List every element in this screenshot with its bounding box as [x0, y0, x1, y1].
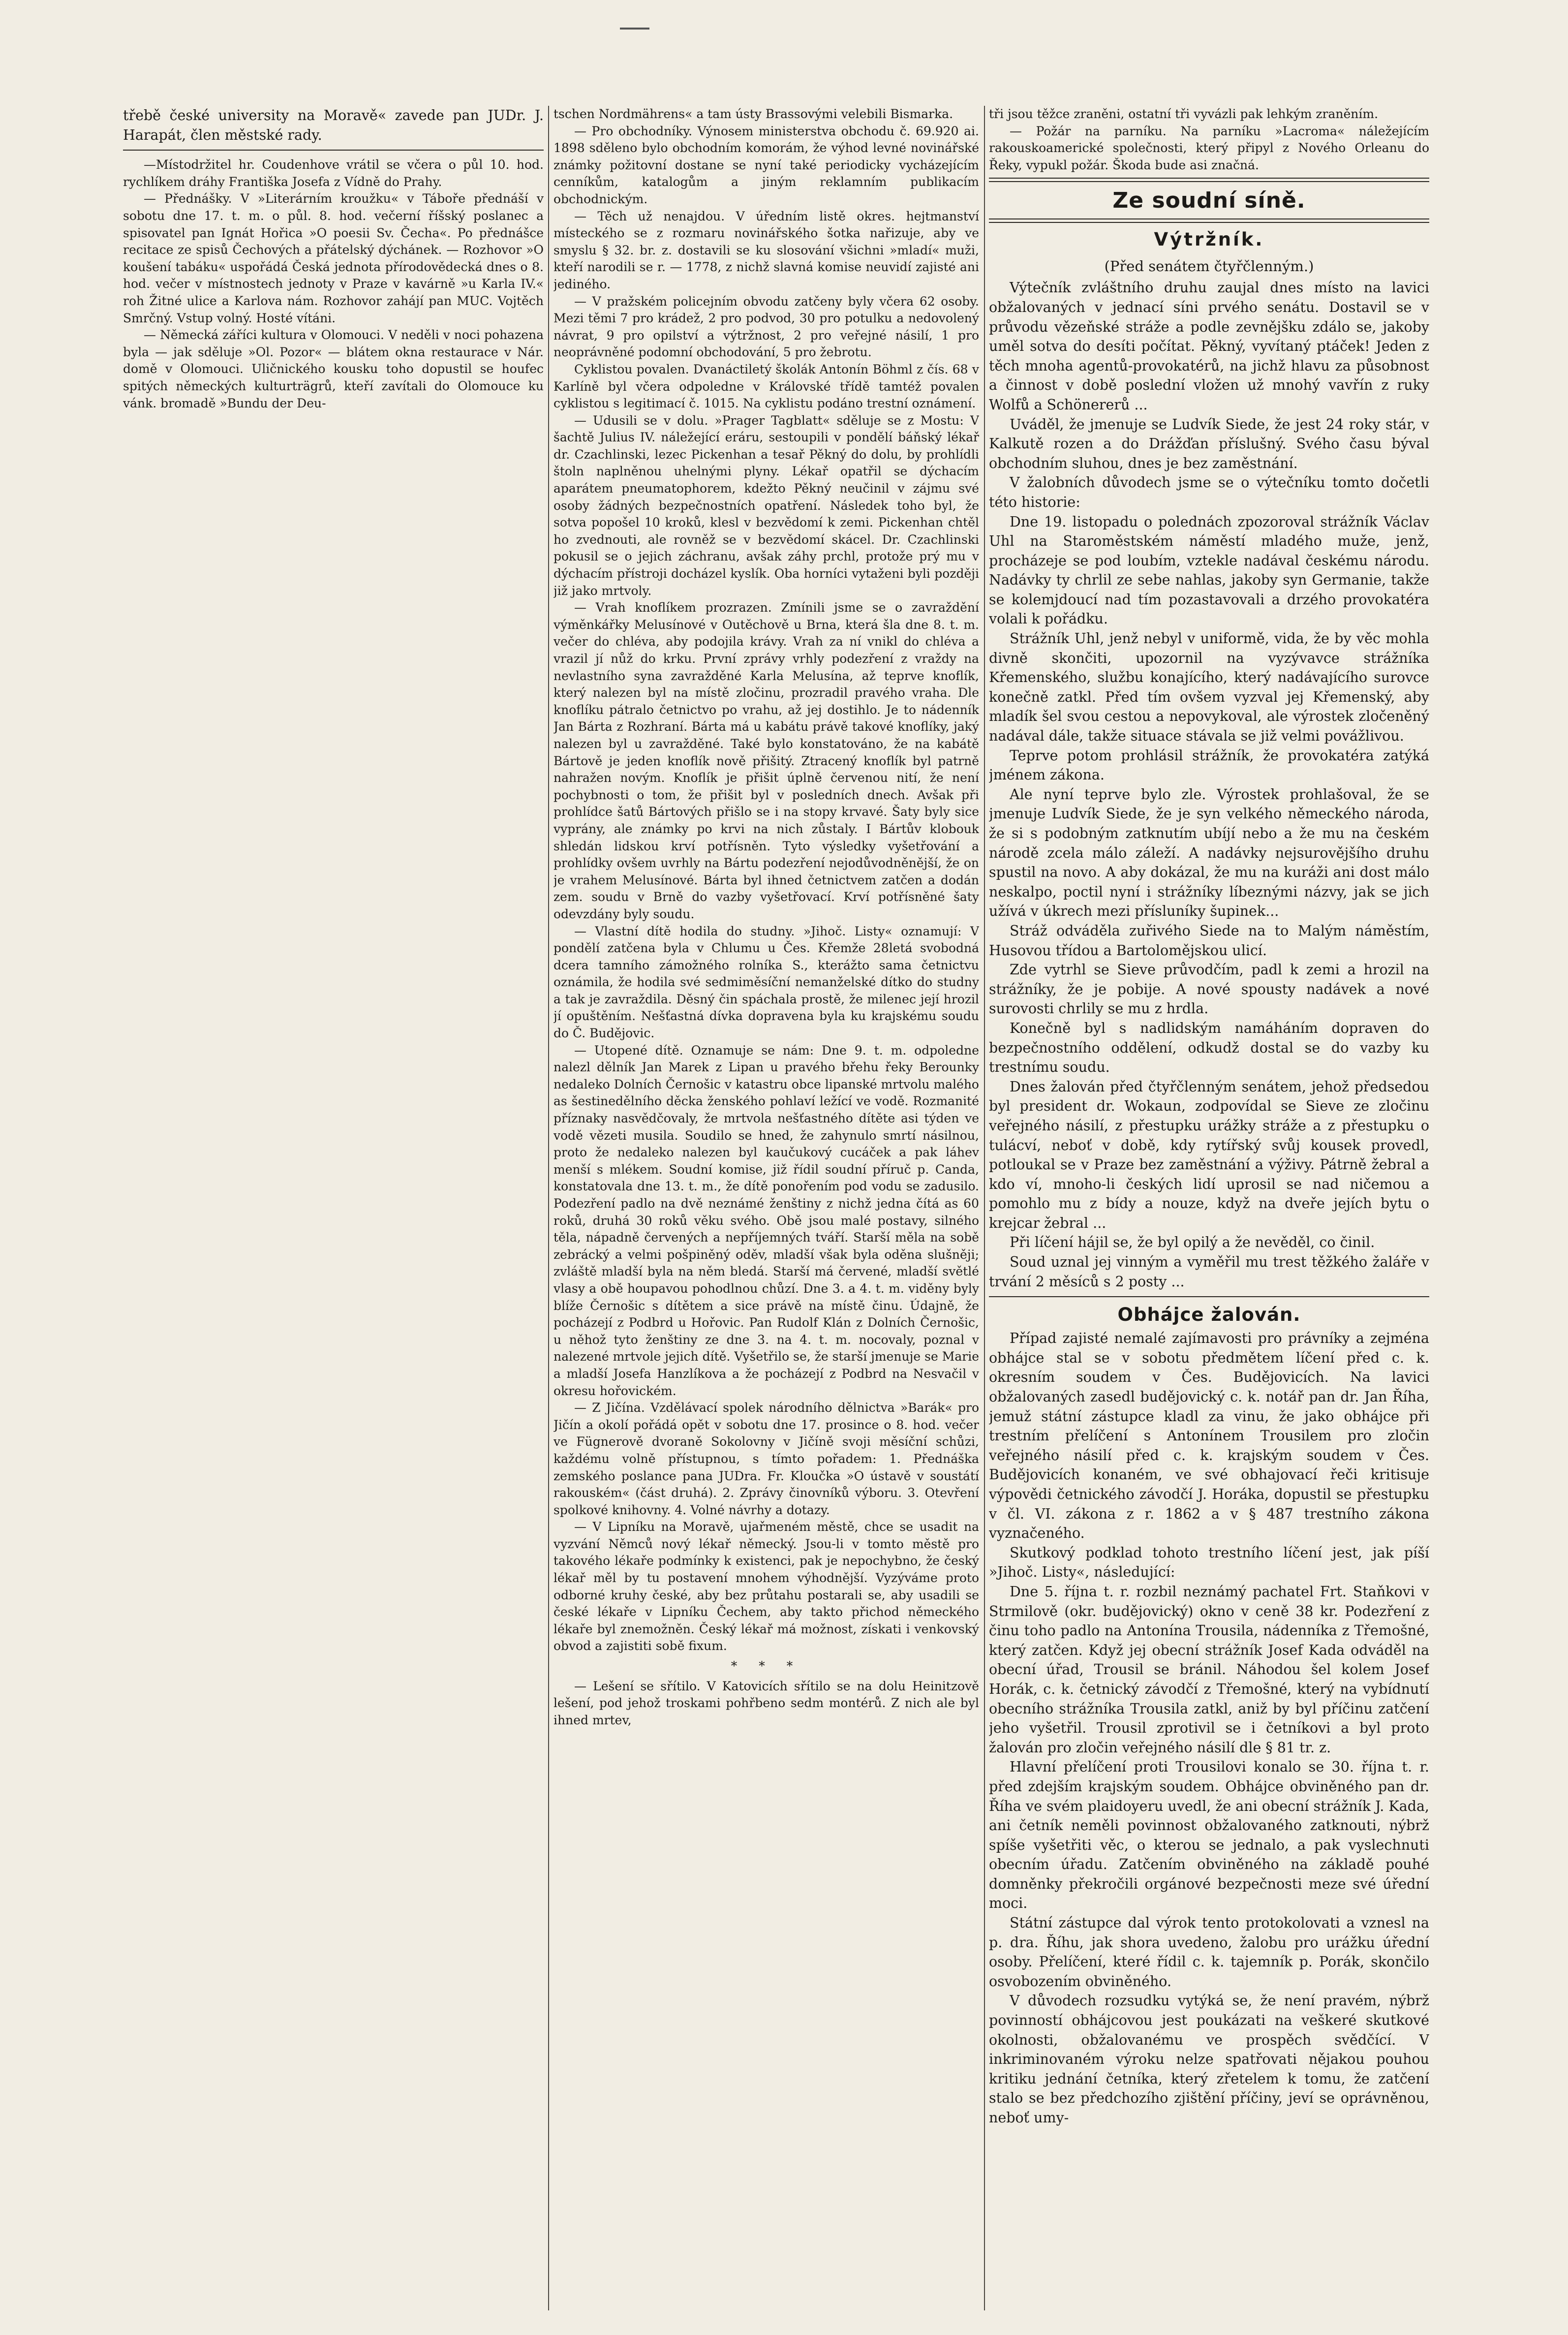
- paragraph: Stráž odváděla zuřivého Siede na to Malým náměstím, Husovou třídou a Bartolomějskou ulicí.: [989, 922, 1429, 959]
- column-rule-1: [548, 106, 549, 2310]
- paragraph: Soud uznal jej vinným a vyměřil mu trest těžkého žaláře v trvání 2 měsíců s 2 posty ...: [989, 1254, 1429, 1290]
- news-item: — Lešení se sřítilo. V Katovicích sřítilo se na dolu Heinitzově lešení, pod jehož troskami pohřbeno sedm montérů. Z nich ale byl ihned mrtev,: [553, 1679, 979, 1727]
- news-item: — Vrah knoflíkem prozrazen. Zmínili jsme se o zavraždění výměnkářky Melusínové v Outěchově u Brna, která šla dne 8. t. m. večer do chléva, aby podojila krávy. Vrah za ní vnikl do chléva a vrazil jí nůž do krku. První zprávy vrhly podezření z vraždy na nevlastního syna zavražděné Karla Melusína, až teprve knoflík, který nalezen byl na místě zločinu, prozradil pravého vraha. Dle knoflíku pátralo četnictvo po vrahu, až jej dostihlo. Je to nádenník Jan Bárta z Rozhraní. Bárta má u kabátu právě takové knoflíky, jaký nalezen byl u zavražděné. Také bylo konstatováno, že na kabátě Bártově je jeden knoflík nově přišitý. Ztracený knoflík byl patrně nahražen novým. Knoflík je přišit úplně červenou nití, že není pochybnosti o tom, že přišit byl v posledních dnech. Avšak při prohlídce šatů Bártových přišlo se i na stopy krvavé. Šaty byly sice vyprány, ale známky po krvi na nich zůstaly. I Bártův klobouk shledán lidskou krví potřísněn. Tyto výsledky vyšetřování a prohlídky ovšem uvrhly na Bártu podezření nejodůvodněnější, že on je vrahem Melusínové. Bárta byl ihned četnictvem zatčen a dodán zem. soudu v Brně do vazby vyšetřovací. Krví potřísněné šaty odevzdány byly soudu.: [553, 600, 979, 921]
- news-item: — Udusili se v dolu. »Prager Tagblatt« sděluje se z Mostu: V šachtě Julius IV. náležející eráru, sestoupili v pondělí báňský lékař dr. Czachlinski, lezec Pickenhan a tesař Pěkný do dolu, by prohlídli štoln naplněnou uhelnými plyny. Lékař opatřil se dýchacím aparátem pneumatophorem, kdežto Pěkný neučinil v zájmu své osoby žádných bezpečnostních opatření. Následek toho byl, že sotva popošel 10 kroků, klesl v bezvědomí k zemi. Pickenhan chtěl ho zvednouti, ale rovněž se v bezvědomí skácel. Dr. Czachlinski pokusil se o jejich záchranu, avšak záhy prchl, protože prý mu v dýchacím přístroji docházel kyslík. Oba horníci vytaženi byli později již jako mrtvoly.: [553, 413, 979, 598]
- paragraph: Uváděl, že jmenuje se Ludvík Siede, že jest 24 roky stár, v Kalkutě rozen a do Drážďan příslušný. Svého času býval obchodním sluhou, dnes je bez zaměstnání.: [989, 416, 1429, 471]
- paragraph: Skutkový podklad tohoto trestního líčení jest, jak píší »Jihoč. Listy«, následující:: [989, 1544, 1429, 1581]
- divider: [123, 150, 544, 151]
- paragraph: Dne 19. listopadu o polednách zpozoroval strážník Václav Uhl na Staroměstském náměstí mladého muže, jenž, procházeje se pod loubím, vztekle nadával českému národu. Nadávky ty chrlil ze sebe nahlas, jakoby syn Germanie, takže se kolemjdoucí nad tím pozastavovali a drzého provokatéra volali k pořádku.: [989, 513, 1429, 627]
- news-item: — Z Jičína. Vzdělávací spolek národního dělnictva »Barák« pro Jičín a okolí pořádá opět v sobotu dne 17. prosince o 8. hod. večer ve Fügnerově dvoraně Sokolovny v Jičíně svoji měsíční schůzi, každému volně přístupnou, s tímto pořadem: 1. Přednáška zemského poslance pana JUDra. Fr. Kloučka »O ústavě v soustátí rakouském« (část druhá). 2. Zprávy činovníků výboru. 3. Otevření spolkové knihovny. 4. Volné návrhy a dotazy.: [553, 1401, 979, 1517]
- top-mark: [620, 28, 649, 30]
- separator-stars: * * *: [731, 1659, 802, 1674]
- news-item: tři jsou těžce zraněni, ostatní tři vyvázli pak lehkým zraněním.: [989, 107, 1379, 121]
- column-rule-2: [984, 106, 985, 2310]
- paragraph: Zde vytrhl se Sieve průvodčím, padl k zemi a hrozil na strážníky, že je pobije. A nové spousty nadávek a nové surovosti chrlily se mu z hrdla.: [989, 962, 1429, 1017]
- paragraph: Teprve potom prohlásil strážník, že provokatéra zatýká jménem zákona.: [989, 747, 1429, 783]
- news-item: — Německá záříci kultura v Olomouci. V neděli v noci pohazena byla — jak sděluje »Ol. Pozor« — blátem okna restaurace v Nár. domě v Olomouci. Uličnického kousku toho dopustil se houfec spitých německých kulturträgrů, kteří zavítali do Olomouce ku vánk. bromadě »Bundu der Deu-: [123, 328, 544, 410]
- news-item: — Utopené dítě. Oznamuje se nám: Dne 9. t. m. odpoledne nalezl dělník Jan Marek z Lipan u pravého břehu řeky Berounky nedaleko Dolních Černošic v katastru obce lipanské mrtvolu malého as šestinedělního děcka ženského pohlaví ležící ve vodě. Rozmanité příznaky nasvědčovaly, že mrtvola nešťastného dítěte asi týden ve vodě vězeti musila. Soudilo se hned, že zahynulo smrtí násilnou, proto že nedaleko nalezen byl kaučukový cucáček a pak láhev menší s mlékem. Soudní komise, již řídil soudní příruč p. Canda, konstatovala dne 13. t. m., že dítě ponořením pod vodu se zadusilo. Podezření padlo na dvě neznámé ženštiny z nichž jedna čítá as 60 roků, druhá 30 roků věku svého. Obě jsou malé postavy, silného těla, nápadně červených a nepříjemných tváří. Starší měla na sobě zebrácký a velmi pošpiněný oděv, mladší však byla oděna slušněji; zvláště mladší byla na něm bledá. Starší má červené, mladší světlé vlasy a obě houpavou pohodlnou chůzí. Dne 3. a 4. t. m. viděny byly blíže Černošic s dítětem a sice právě na místě činu. Údajně, že pocházejí z Podbrd u Hořovic. Pan Rudolf Klán z Dolních Černošic, u něhož tyto ženštiny ze dne 3. na 4. t. m. nocovaly, poznal v nalezené mrtvole jejich dítě. Vyšetřilo se, že starší jmenuje se Marie a mladší Josefa Hanzlíkova a že pocházejí z Podbrd na Nesvačil v okresu hořovickém.: [553, 1043, 979, 1398]
- news-item: — Přednášky. V »Literárním kroužku« v Táboře přednáší v sobotu dne 17. t. m. o půl. 8. hod. večerní říšský poslanec a spisovatel pan Ignát Hořica »O poesii Sv. Čecha«. Po přednášce recitace ze spisů Čechových a přátelský dýchánek. — Rozhovor »O koušení tabáku« uspořádá Česká jednota přírodovědecká dnes o 8. hod. večer v místnostech jednoty v Praze v kavárně »u Karla IV.« roh Žitné ulice a Karlova nám. Rozhovor zahájí pan MUC. Vojtěch Smrčný. Vstup volný. Hosté vítáni.: [123, 191, 544, 325]
- paragraph: Státní zástupce dal výrok tento protokolovati a vznesl na p. dra. Říhu, jak shora uvedeno, žalobu pro urážku úřední osoby. Přelíčení, které řídil c. k. tajemník p. Porák, skončilo osvobozením obviněného.: [989, 1915, 1429, 1990]
- divider: [989, 1296, 1429, 1297]
- paragraph: Dnes žalován před čtyřčlenným senátem, jehož předsedou byl president dr. Wokaun, zodpovídal se Sieve ze zločinu veřejného násilí, z přestupku urážky stráže a z přestupku o tulácví, neboť v době, kdy rytířský svůj kousek provedl, potloukal se v Praze bez zaměstnání a výživy. Pátrně žebral a kdo ví, mnoho-li českých lidí uprosil se nad ničemou a pomohlo mu z bídy a nouze, když na dveře jejích bytu o krejcar žebral ...: [989, 1078, 1429, 1231]
- news-item: —Místodržitel hr. Coudenhove vrátil se včera o půl 10. hod. rychlíkem dráhy Františka Josefa z Vídně do Prahy.: [123, 157, 544, 189]
- news-item: — Požár na parníku. Na parníku »Lacroma« náležejícím rakouskoamerické společnosti, který připyl z Nového Orleanu do Řeky, vypukl požár. Škoda bude asi značná.: [989, 124, 1429, 172]
- divider: [989, 218, 1429, 223]
- paragraph: Případ zajisté nemalé zajímavosti pro právníky a zejména obhájce stal se v sobotu předmětem líčení před c. k. okresním soudem v Čes. Budějovicích. Na lavici obžalovaných zasedl budějovický c. k. notář pan dr. Jan Říha, jemuž státní zástupce kladl za vinu, že jako obhájce při trestním přelíčení s Antonínem Trousilem pro zločin veřejného násilí před c. k. krajským soudem v Čes. Budějovicích konaném, ve své obhajovací řeči kritisuje výpovědi četnického závodčí J. Horáka, dopustil se přestupku v čl. VI. zákona z r. 1862 a v § 487 trestního zákona vyznačeného.: [989, 1330, 1429, 1542]
- paragraph: Konečně byl s nadlidským namáháním dopraven do bezpečnostního oddělení, odkudž dostal se do vazby ku trestnímu soudu.: [989, 1020, 1429, 1076]
- article-subtitle: (Před senátem čtyřčlenným.): [1104, 258, 1314, 275]
- news-item: — V Lipníku na Moravě, ujařmeném městě, chce se usadit na vyzvání Němců nový lékař německý. Jsou-li v tomto městě pro takového lékaře podmínky k existenci, pak je nepochybno, že český lékař měl by tu postavení mnohem výhodnější. Vyzýváme proto odborné kruhy české, aby bez průtahu postarali se, aby usadili se české lékaře v Lipníku Čechem, aby takto přichod německého lékaře byl znemožněn. Český lékař má možnost, získati i venkovský obvod a zajistiti sobě fixum.: [553, 1520, 979, 1653]
- paragraph: Výtečník zvláštního druhu zaujal dnes místo na lavici obžalovaných v jednací síni prvého senátu. Dostavil se v průvodu vězeňské stráže a podle zevnějšku zdálo se, jakoby uměl sotva do desíti počítat. Pěkný, vyvítaný ptáček! Jeden z těch mnoha agentů-provokatérů, na jichž hlavu za působnost a činnost v době poslední vložen už mnohý vavřín z ruky Wolfů a Schönererů ...: [989, 280, 1429, 413]
- paragraph: V žalobních důvodech jsme se o výtečníku tomto dočetli této historie:: [989, 474, 1429, 510]
- article-title: Obhájce žalován.: [1117, 1304, 1301, 1326]
- column-3: [989, 106, 1429, 2310]
- article-title: Výtržník.: [1154, 229, 1264, 250]
- column-1: [123, 106, 544, 2310]
- section-title: Ze soudní síně.: [1112, 188, 1306, 214]
- paragraph: V důvodech rozsudku vytýká se, že není pravém, nýbrž povinností obhájcovou jest poukázati na veškeré skutkové okolnosti, obžalovanému ve prospěch svědčící. V inkriminovaném výroku nelze spatřovati nějakou pouhou kritiku jednání četníka, který zřetelem k tomu, že zatčení stalo se bez předchozího zjištění příčiny, jeví se oprávněnou, neboť umy-: [989, 1993, 1429, 2126]
- paragraph: Hlavní přelíčení proti Trousilovi konalo se 30. října t. r. před zdejším krajským soudem. Obhájce obviněného pan dr. Říha ve svém plaidoyeru uvedl, že ani obecní strážník J. Kada, ani četník neměli povinnost obžalovaného zatknouti, nýbrž spíše vyšetřiti věc, o kterou se jednalo, a pak vyslechnuti obecním úřadu. Zatčením obviněného na základě pouhé domněnky překročili orgánové bezpečnosti meze své úřední moci.: [989, 1759, 1429, 1912]
- news-item: Cyklistou povalen. Dvanáctiletý školák Antonín Böhml z čís. 68 v Karlíně byl včera odpoledne v Královské třídě tamtéž povalen cyklistou s legitimací č. 1015. Na cyklistu podáno trestní oznámení.: [553, 362, 979, 411]
- news-item: tschen Nordmährens« a tam ústy Brassovými velebili Bismarka.: [553, 107, 953, 121]
- news-item: — V pražském policejním obvodu zatčeny byly včera 62 osoby. Mezi těmi 7 pro krádež, 2 pro podvod, 30 pro potulku a nedovolený návrat, 9 pro opilství a výtržnost, 2 pro veřejné násilí, 1 pro neoprávněné podomní obchodování, 5 pro žebrotu.: [553, 294, 979, 360]
- paragraph: Dne 5. října t. r. rozbil neznámý pachatel Frt. Staňkovi v Strmilově (okr. budějovický) okno v ceně 38 kr. Podezření z činu toho padlo na Antonína Trousila, nádenníka z Třemošné, který zatčen. Když jej obecní strážník Josef Kada odváděl na obecní úřad, Trousil se bránil. Náhodou šel kolem Josef Horák, c. k. četnický závodčí z Třemošné, který na vybídnutí obecního strážníka Trousila zatkl, aniž by byl příčinu zatčení jeho vyšetřil. Trousil zprotivil se i četníkovi a byl proto žalován pro zločin veřejného násilí dle § 81 tr. z.: [989, 1583, 1429, 1756]
- paragraph: Strážník Uhl, jenž nebyl v uniformě, vida, že by věc mohla divně skončiti, upozornil na vyzývavce strážníka Křemenského, službu konajícího, který nadávajícího surovce konečně zatkl. Před tím ovšem vyzval jej Křemenský, aby mladík šel svou cestou a nepovykoval, ale výrostek zločeněný nadával dále, takže situace stávala se již velmi povážlivou.: [989, 630, 1429, 745]
- news-item: — Pro obchodníky. Výnosem ministerstva obchodu č. 69.920 ai. 1898 sděleno bylo obchodním komorám, že výhod levné novinářské známky požitovní dostane se nyní také periodicky vycházejícím cenníkům, katalogům a jiným reklamním publikacím obchodnickým.: [553, 124, 979, 206]
- news-item: — Těch už nenajdou. V úředním listě okres. hejtmanství místeckého se z rozmaru novinářského šotka nařizuje, aby ve smyslu § 32. br. z. dostavili se ku slosování všichni »mladí« muži, kteří narodili se r. — 1778, z nichž slavná komise neuvidí zajisté ani jediného.: [553, 209, 979, 291]
- news-item: — Vlastní dítě hodila do studny. »Jihoč. Listy« oznamují: V pondělí zatčena byla v Chlumu u Čes. Křemže 28letá svobodná dcera tamního zámožného rolníka S., kterážto sama četnictvu oznámila, že hodila své sedmiměsíční nemanželské dítko do studny a tak je zavraždila. Děsný čin spáchala prostě, že milenec její hrozil jí opuštěním. Nešťastná dívka dopravena byla ku krajskému soudu do Č. Budějovic.: [553, 924, 979, 1041]
- column-2: [553, 106, 979, 2310]
- paragraph: třebě české university na Moravě« zavede pan JUDr. J. Harapát, člen městské rady.: [123, 107, 544, 143]
- paragraph: Ale nyní teprve bylo zle. Výrostek prohlašoval, že se jmenuje Ludvík Siede, že je syn velkého německého národa, že si s podobným zatknutím ubíjí nebo a že mu na českém národě zcela málo záleží. A nadávky nejsurovějšího druhu spustil na novo. A aby dokázal, že mu na kuráži ani dost málo neskalpo, poctil nyní i strážníky líbeznými názvy, jak se jich užívá v úkrech mezi přísluníky šupinek...: [989, 786, 1429, 920]
- divider: [989, 178, 1429, 182]
- paragraph: Při líčení hájil se, že byl opilý a že nevěděl, co činil.: [1010, 1234, 1375, 1251]
